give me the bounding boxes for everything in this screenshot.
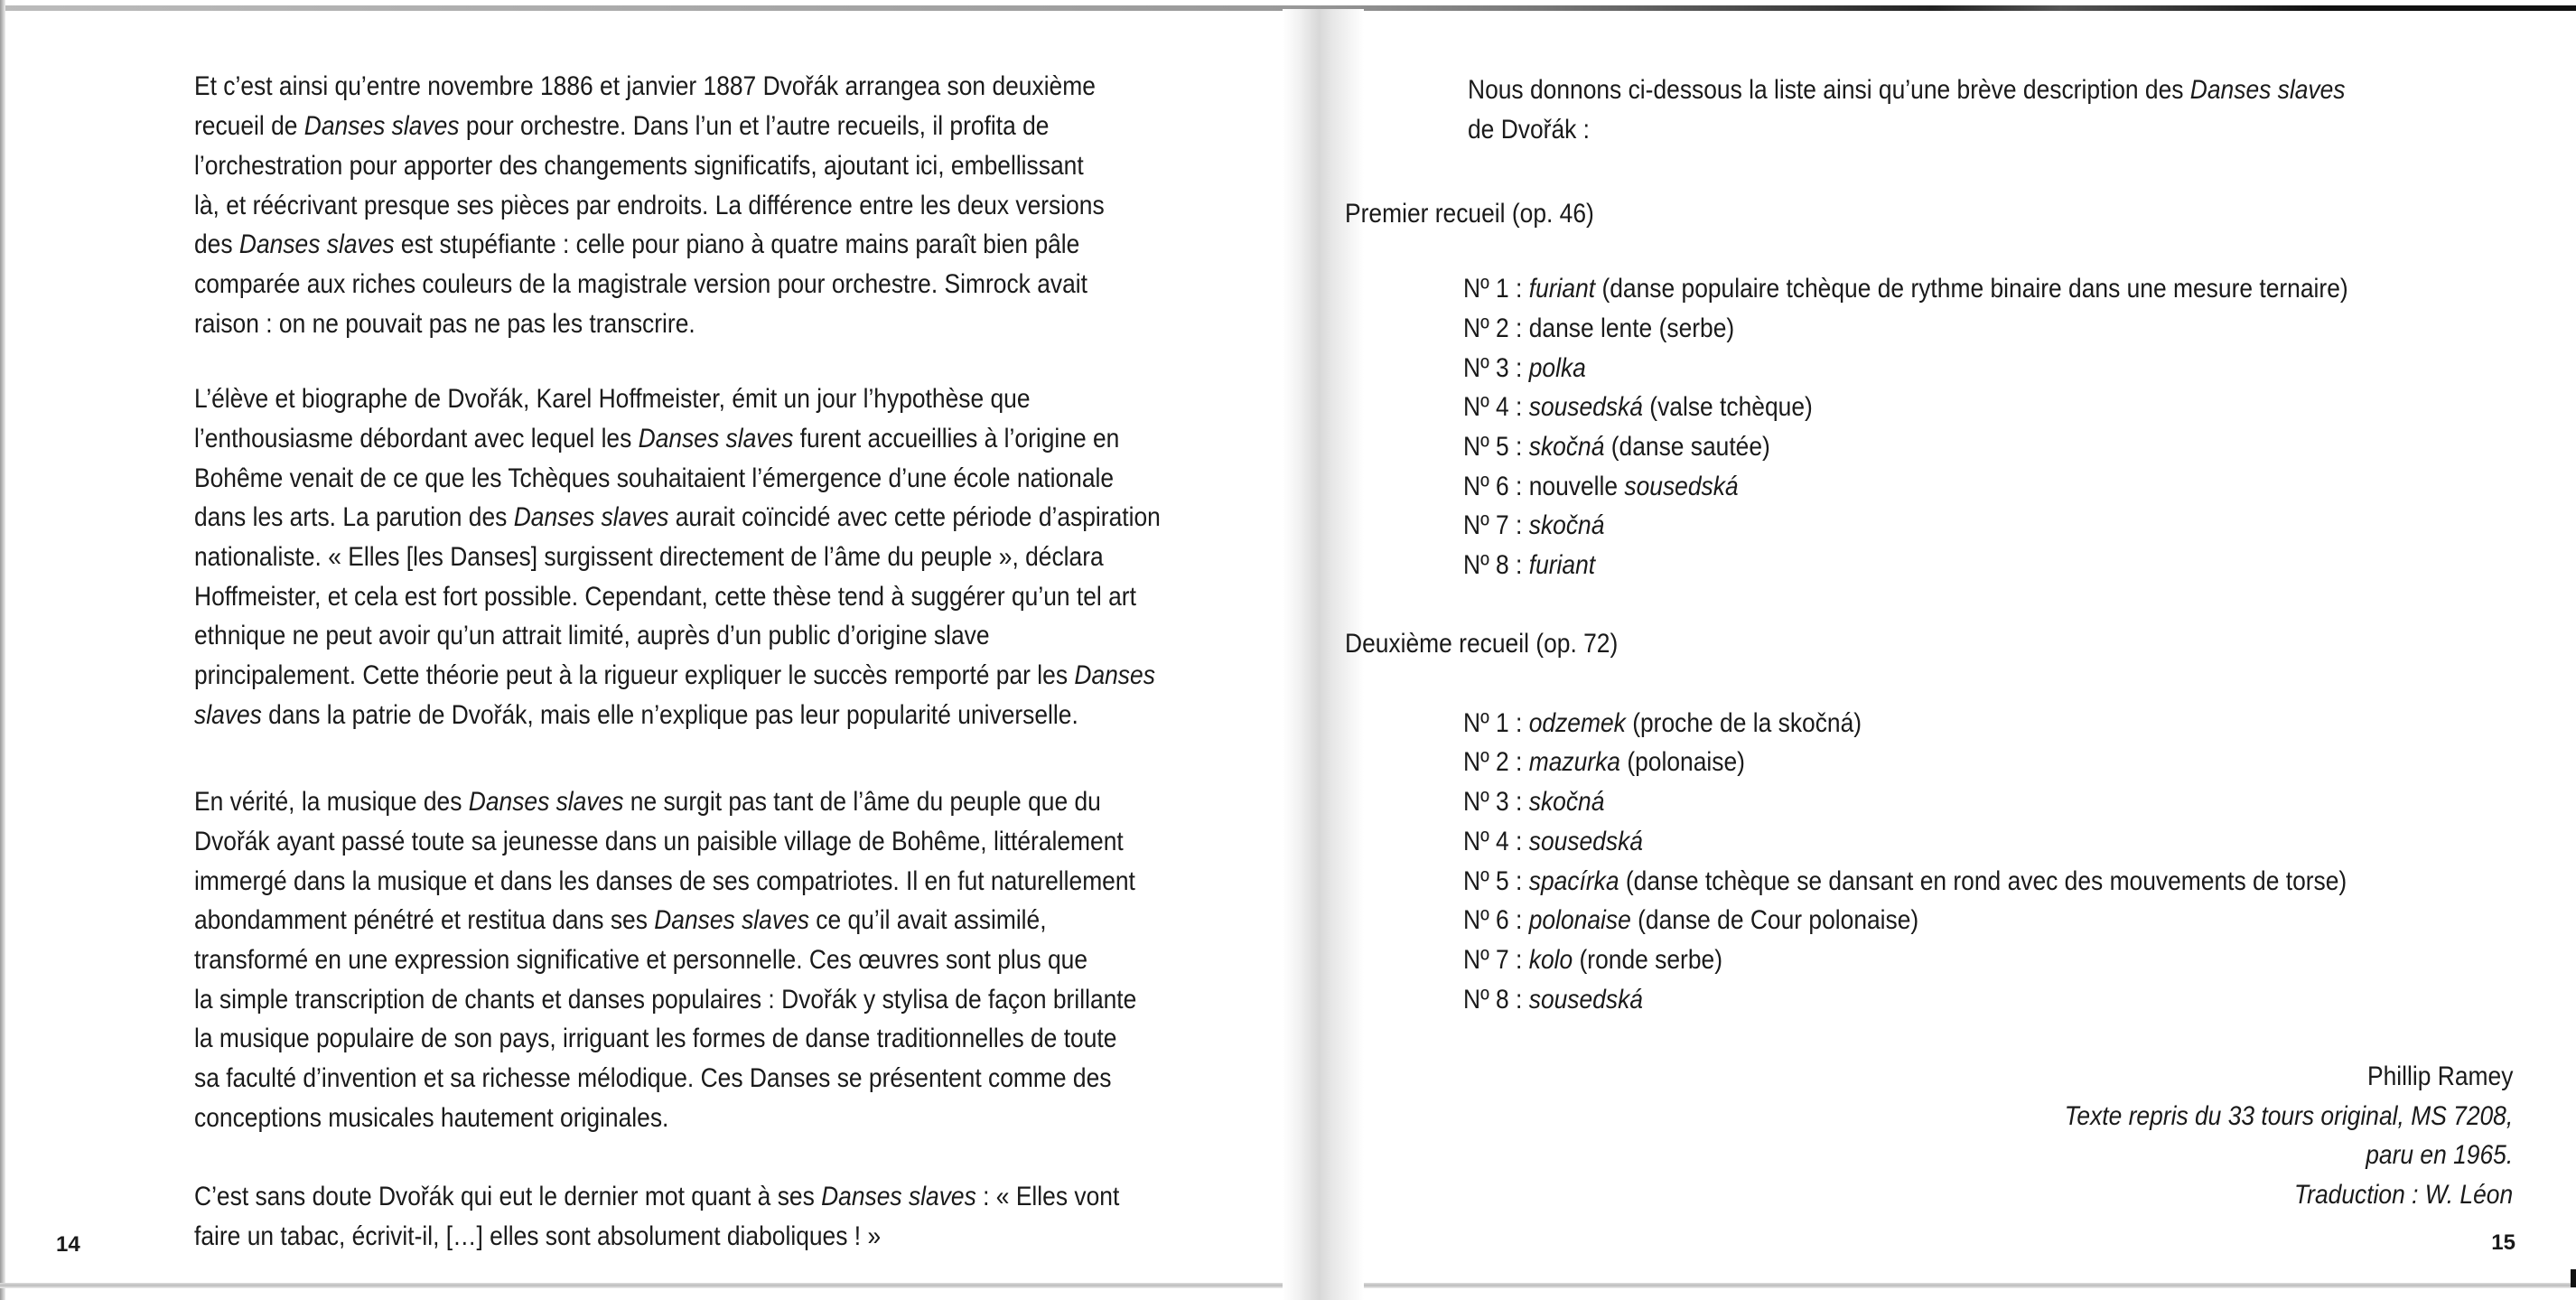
paragraph-line — [194, 1099, 668, 1138]
text-run: Nº 3 : — [1463, 787, 1529, 818]
dance-list-item — [1463, 782, 1604, 822]
italic-text: Danses slaves — [468, 787, 624, 818]
text-run: la simple transcription de chants et danses populaires : Dvořák y stylisa de façon brillante — [194, 984, 1137, 1015]
italic-text: slaves — [194, 699, 262, 730]
text-run: C’est sans doute Dvořák qui eut le dernier mot quant à ses — [194, 1181, 822, 1211]
text-run: En vérité, la musique des — [194, 787, 469, 818]
italic-text: Danses — [1074, 660, 1155, 691]
text-run: (valse tchèque) — [1642, 392, 1813, 423]
italic-text: mazurka — [1528, 747, 1620, 778]
text-run: sa faculté d’invention et sa richesse mélodique. Ces Danses se présentent comme des — [194, 1062, 1112, 1093]
text-run: de Dvořák : — [1468, 114, 1590, 145]
text-run: (danse tchèque se dansant en rond avec des mouvements de torse) — [1619, 865, 2347, 896]
text-run: Nº 6 : — [1463, 905, 1529, 936]
scan-left-edge — [0, 0, 5, 1300]
text-run: faire un tabac, écrivit-il, […] elles sont absolument diaboliques ! » — [194, 1221, 882, 1251]
text-run: (danse de Cour polonaise) — [1630, 905, 1919, 936]
text-run: Nº 3 : — [1463, 352, 1529, 383]
paragraph-line — [194, 1059, 1111, 1099]
dance-list-item — [1463, 388, 1813, 427]
paragraph-line — [194, 225, 1079, 265]
paragraph-line — [194, 577, 1136, 617]
dance-list-item — [1463, 269, 2348, 309]
text-run: Bohême venait de ce que les Tchèques souhaitaient l’émergence d’une école nationale — [194, 463, 1115, 493]
text-run: est stupéfiante : celle pour piano à quatre mains paraît bien pâle — [394, 229, 1080, 260]
paragraph-line — [194, 1217, 881, 1257]
text-run: Et c’est ainsi qu’entre novembre 1886 et janvier 1887 Dvořák arrangea son deuxième — [194, 71, 1096, 102]
text-run: (danse sautée) — [1604, 432, 1770, 463]
italic-text: Danses slaves — [638, 423, 794, 454]
italic-text: sousedská — [1528, 392, 1643, 423]
text-run: pour orchestre. Dans l’un et l’autre recueils, il profita de — [459, 111, 1050, 142]
text-run: conceptions musicales hautement originales. — [194, 1102, 669, 1133]
text-run: Nº 7 : — [1463, 944, 1529, 975]
text-run: dans les arts. La parution des — [194, 502, 514, 533]
paragraph-line — [194, 498, 1161, 538]
text-run: l’orchestration pour apporter des changements significatifs, ajoutant ici, embellissant — [194, 150, 1084, 181]
scan-corner-mark — [2571, 1269, 2576, 1287]
paragraph-line — [194, 901, 1047, 940]
text-run: Nº 8 : — [1463, 984, 1529, 1015]
text-run: Nº 2 : danse lente (serbe) — [1463, 313, 1735, 343]
paragraph-line — [194, 67, 1096, 107]
paragraph-line — [194, 782, 1101, 822]
paragraph-line — [194, 146, 1084, 186]
italic-text: polka — [1528, 352, 1586, 383]
italic-text: sousedská — [1624, 471, 1739, 501]
paragraph-line — [194, 862, 1135, 902]
paragraph-line — [194, 822, 1124, 862]
intro-line — [1468, 70, 2345, 110]
italic-text: furiant — [1528, 274, 1596, 304]
dance-list-item — [1463, 506, 1604, 546]
paragraph-line — [194, 265, 1087, 304]
paragraph-line — [194, 1177, 1119, 1217]
collection-heading: Premier recueil (op. 46) — [1345, 198, 1594, 229]
paragraph-line — [194, 980, 1136, 1020]
italic-text: Danses slaves — [821, 1181, 976, 1211]
text-run: immergé dans la musique et dans les danses de ses compatriotes. Il en fut naturellement — [194, 865, 1135, 896]
text-run: Nº 6 : nouvelle — [1463, 471, 1625, 501]
dance-list-item — [1463, 704, 1862, 744]
paragraph-line — [194, 459, 1114, 499]
paragraph-line — [194, 656, 1155, 696]
paragraph-line — [194, 696, 1078, 735]
text-run: : « Elles vont — [975, 1181, 1120, 1211]
text-run: Dvořák ayant passé toute sa jeunesse dans un paisible village de Bohême, littéralement — [194, 826, 1124, 856]
dance-list-item — [1463, 349, 1586, 388]
text-run: principalement. Cette théorie peut à la rigueur expliquer le succès remporté par les — [194, 660, 1075, 691]
text-run: abondamment pénétré et restitua dans ses — [194, 905, 655, 936]
italic-text: Danses slaves — [2189, 75, 2346, 106]
text-run: L’élève et biographe de Dvořák, Karel Hoffmeister, émit un jour l’hypothèse que — [194, 384, 1031, 415]
dance-list-item — [1463, 901, 1918, 940]
text-run: Nº 5 : — [1463, 865, 1529, 896]
text-run: Nous donnons ci-dessous la liste ainsi qu’une brève description des — [1468, 75, 2190, 106]
dance-list-item — [1463, 822, 1643, 862]
text-run: recueil de — [194, 111, 304, 142]
text-run: comparée aux riches couleurs de la magistrale version pour orchestre. Simrock avait — [194, 268, 1087, 299]
page-number-right: 15 — [2491, 1230, 2515, 1255]
text-run: ce qu’il avait assimilé, — [808, 905, 1047, 936]
paragraph-line — [194, 379, 1031, 419]
dance-list-item — [1463, 980, 1643, 1020]
text-run: Nº 8 : — [1463, 550, 1529, 581]
signature-author: Phillip Ramey — [2366, 1062, 2513, 1092]
signature-source-line-2: paru en 1965. — [2366, 1140, 2513, 1171]
paragraph-line — [194, 940, 1087, 980]
text-run: la musique populaire de son pays, irriguant les formes de danse traditionnelles de toute — [194, 1024, 1117, 1054]
paragraph-line — [194, 186, 1105, 226]
italic-text: polonaise — [1528, 905, 1631, 936]
text-run: là, et réécrivant presque ses pièces par endroits. La différence entre les deux versions — [194, 190, 1105, 220]
paragraph-line — [194, 1019, 1116, 1059]
dance-list-item — [1463, 546, 1595, 585]
text-run: nationaliste. « Elles [les Danses] surgissent directement de l’âme du peuple », déclara — [194, 541, 1104, 572]
text-run: Nº 1 : — [1463, 707, 1529, 738]
italic-text: sousedská — [1528, 984, 1643, 1015]
text-run: furent accueillies à l’origine en — [793, 423, 1120, 454]
text-run: ne surgit pas tant de l’âme du peuple que du — [623, 787, 1101, 818]
text-run: Nº 4 : — [1463, 826, 1529, 856]
text-run: l’enthousiasme débordant avec lequel les — [194, 423, 639, 454]
italic-text: Danses slaves — [238, 229, 395, 260]
text-run: (ronde serbe) — [1573, 944, 1723, 975]
text-run: des — [194, 229, 239, 260]
page-number-left: 14 — [56, 1232, 80, 1257]
text-run: (proche de la skočná) — [1625, 707, 1862, 738]
italic-text: sousedská — [1528, 826, 1643, 856]
text-run: ethnique ne peut avoir qu’un attrait limité, auprès d’un public d’origine slave — [194, 621, 990, 651]
text-run: Nº 2 : — [1463, 747, 1529, 778]
dance-list-item — [1463, 862, 2347, 902]
dance-list-item — [1463, 743, 1745, 782]
italic-text: Danses slaves — [513, 502, 669, 533]
dance-list-item — [1463, 940, 1722, 980]
intro-line — [1468, 110, 1590, 150]
text-run: dans la patrie de Dvořák, mais elle n’explique pas leur popularité universelle. — [261, 699, 1078, 730]
paragraph-line — [194, 107, 1049, 146]
text-run: Nº 5 : — [1463, 432, 1529, 463]
paragraph-line — [194, 616, 990, 656]
text-run: raison : on ne pouvait pas ne pas les transcrire. — [194, 308, 695, 339]
signature-translation: Traduction : W. Léon — [2293, 1180, 2513, 1211]
italic-text: kolo — [1528, 944, 1573, 975]
dance-list-item — [1463, 427, 1770, 467]
italic-text: spacírka — [1528, 865, 1619, 896]
text-run: aurait coïncidé avec cette période d’aspiration — [668, 502, 1161, 533]
dance-list-item — [1463, 309, 1734, 349]
italic-text: skočná — [1528, 432, 1605, 463]
text-run: transformé en une expression significative et personnelle. Ces œuvres sont plus que — [194, 944, 1088, 975]
paragraph-line — [194, 538, 1104, 577]
italic-text: skočná — [1528, 510, 1605, 541]
text-run: Nº 7 : — [1463, 510, 1529, 541]
collection-heading: Deuxième recueil (op. 72) — [1345, 629, 1619, 659]
dance-list-item — [1463, 467, 1739, 507]
paragraph-line — [194, 304, 695, 344]
text-run: Nº 4 : — [1463, 392, 1529, 423]
italic-text: Danses slaves — [654, 905, 809, 936]
italic-text: skočná — [1528, 787, 1605, 818]
text-run: Nº 1 : — [1463, 274, 1529, 304]
paragraph-line — [194, 419, 1119, 459]
text-run: (polonaise) — [1619, 747, 1745, 778]
text-run: Hoffmeister, et cela est fort possible. Cependant, cette thèse tend à suggérer qu’un tel art — [194, 581, 1136, 612]
italic-text: Danses slaves — [303, 111, 460, 142]
text-run: (danse populaire tchèque de rythme binaire dans une mesure ternaire) — [1595, 274, 2348, 304]
italic-text: furiant — [1528, 550, 1596, 581]
italic-text: odzemek — [1528, 707, 1626, 738]
signature-source-line-1: Texte repris du 33 tours original, MS 7208, — [2064, 1100, 2513, 1131]
